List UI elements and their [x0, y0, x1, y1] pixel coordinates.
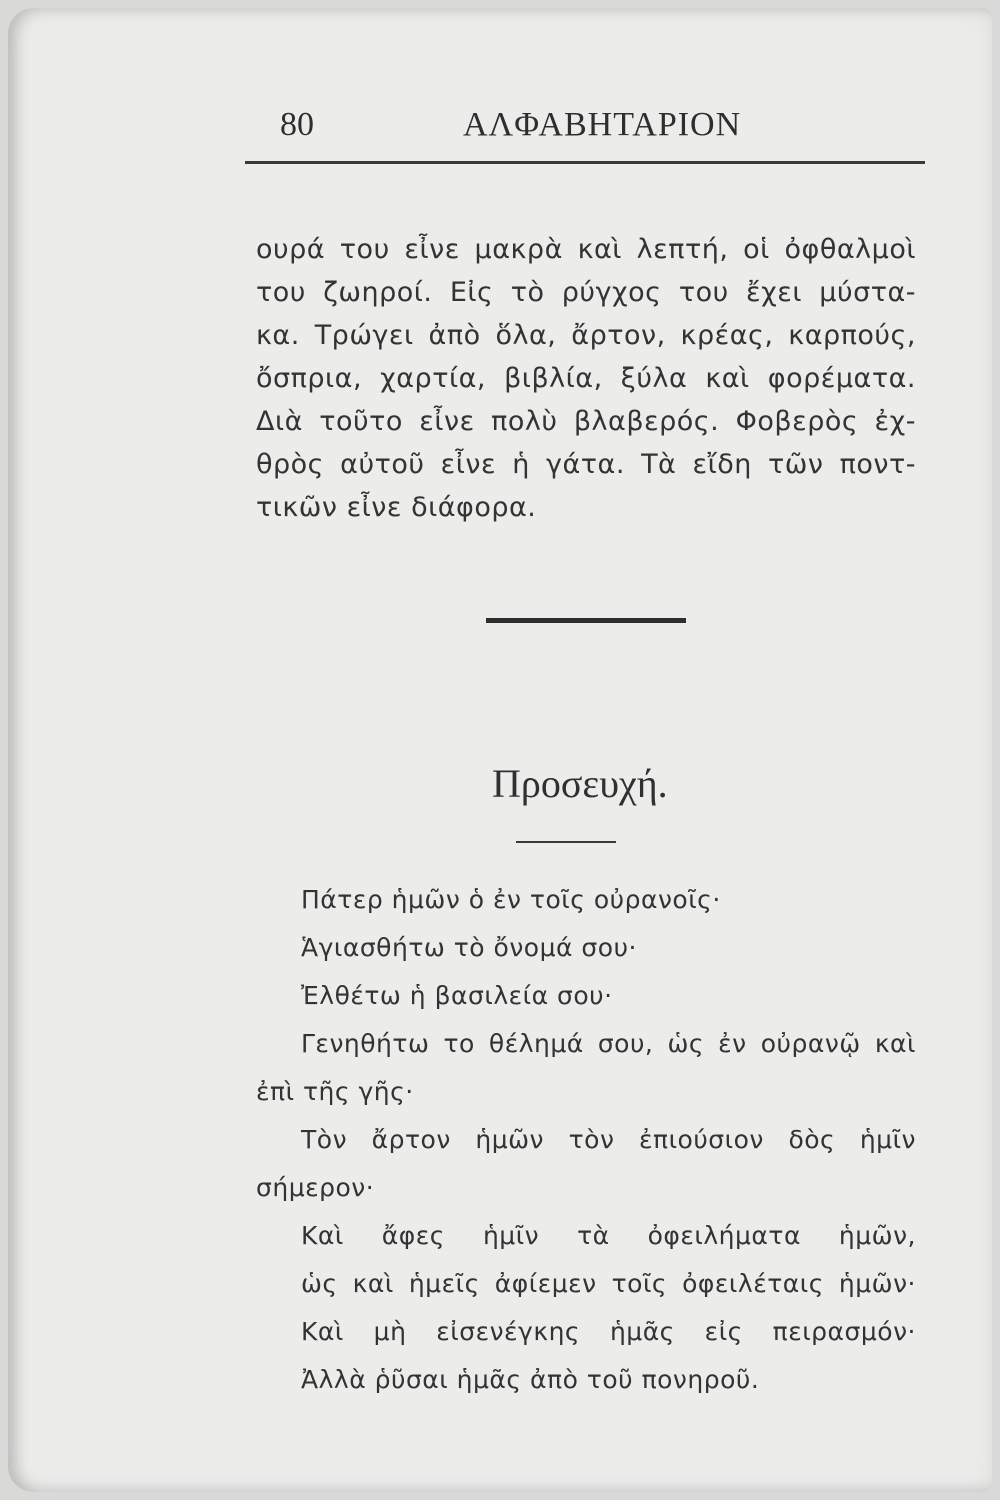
section-divider: [486, 618, 686, 623]
prayer-text: [256, 876, 916, 1404]
body-line: θρὸς αὐτοῦ εἶνε ἡ γάτα. Τὰ εἴδη τῶν ποντ-: [256, 449, 916, 480]
body-line: Διὰ τοῦτο εἶνε πολὺ βλαβερός. Φοβερὸς ἐχ-: [256, 406, 916, 437]
prayer-line: Ἁγιασθήτω τὸ ὄνομά σου·: [301, 933, 637, 962]
prayer-line: Καὶ ἄφες ἡμῖν τὰ ὀφειλήματα ἡμῶν,: [301, 1221, 916, 1250]
page-number: 80: [280, 106, 314, 143]
running-title: ΑΛΦΑΒΗΤΑΡΙΟΝ: [463, 106, 742, 143]
prayer-line: Τὸν ἄρτον ἡμῶν τὸν ἐπιούσιον δὸς ἡμῖν: [301, 1125, 916, 1154]
prayer-line: Ἐλθέτω ἡ βασιλεία σου·: [301, 981, 613, 1010]
prayer-line: Πάτερ ἡμῶν ὁ ἐν τοῖς οὐρανοῖς·: [301, 885, 721, 914]
body-line: τικῶν εἶνε διάφορα.: [256, 492, 537, 523]
body-line: του ζωηροί. Εἰς τὸ ρύγχος του ἔχει μύστα-: [256, 277, 916, 308]
prayer-line: Καὶ μὴ εἰσενέγκης ἡμᾶς εἰς πειρασμόν·: [301, 1317, 916, 1346]
prayer-line: ὡς καὶ ἡμεῖς ἀφίεμεν τοῖς ὀφειλέταις ἡμῶν·: [301, 1269, 916, 1298]
prayer-title: Προσευχή.: [492, 761, 668, 806]
header-rule: [245, 161, 925, 164]
body-line: κα. Τρώγει ἀπὸ ὅλα, ἄρτον, κρέας, καρπούς,: [256, 320, 916, 351]
book-page: [8, 8, 992, 1492]
prayer-line: σήμερον·: [256, 1173, 375, 1202]
prayer-line: ἐπὶ τῆς γῆς·: [256, 1077, 414, 1106]
title-underline: [516, 841, 616, 843]
body-line: ὄσπρια, χαρτία, βιβλία, ξύλα καὶ φορέματα.: [256, 363, 916, 394]
body-line: ουρά του εἶνε μακρὰ καὶ λεπτή, οἱ ὀφθαλμοὶ: [256, 234, 916, 265]
prayer-line: Γενηθήτω το θέλημά σου, ὡς ἐν οὐρανῷ καὶ: [301, 1029, 916, 1058]
body-paragraph: [256, 228, 916, 529]
prayer-line: Ἀλλὰ ῥῦσαι ἡμᾶς ἀπὸ τοῦ πονηροῦ.: [301, 1365, 760, 1394]
